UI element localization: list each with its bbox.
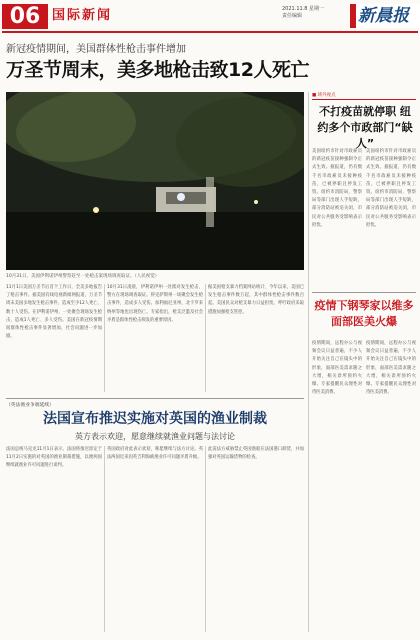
column-divider: [104, 284, 105, 392]
news-photo: [6, 92, 304, 270]
middle-subhead: 英方表示欢迎，愿意继续就渔业问题与法讨论: [75, 432, 235, 441]
middle-headline: 法国宣布推迟实施对英国的渔业制裁: [43, 411, 267, 427]
right-story2-body-b: 疫情期间，远程办公与视频会议日益普遍，不少人开始关注自己在镜头中的形象，面部医美需求随之大增，相关诊所预约火爆。专家提醒民众理性对待医美消费。: [366, 341, 416, 396]
column-divider: [104, 446, 105, 632]
lead-headline: 万圣节周末，美多地枪击致12人死亡: [6, 59, 309, 81]
page-number: 06: [2, 4, 48, 29]
newspaper-logo: 新晨报: [358, 6, 409, 26]
header-rule: [2, 31, 418, 33]
column-divider: [205, 284, 206, 392]
column-divider: [205, 446, 206, 632]
right-kicker: ■ 域外视点: [312, 92, 416, 100]
lead-body-col2: 10月31日凌晨，伊利诺伊州一处派对发生枪击，警方在现场调查取证。得克萨斯州一场聚会发生枪击事件，造成多人受伤。加利福尼亚州、北卡罗来纳州等地也出现伤亡。专家指出，枪支泛滥及社会矛盾是群体性枪击频发的重要原因。: [107, 285, 203, 323]
section-title: 国际新闻: [52, 8, 113, 23]
right2-headline: 疫情下钢琴家以维多面部医美火爆: [314, 299, 414, 328]
photo-caption: 10月31日，美国伊利诺伊州警察赶至一处枪击案现场调查取证。（人民视觉）: [6, 274, 160, 279]
right-story1-body-a: 美国纽约市针对市政雇员的新冠疫苗接种强制令正式生效。据报道，仍有数千名市政雇员未接种疫苗，已被停职且停发工资。纽约市消防局、警察局等部门出现人手短缺，部分消防站被迫关闭，市民对公共服务受影响表示担忧。: [312, 149, 362, 228]
issue-date: 2021.11.8 星期一: [282, 6, 325, 12]
middle-kicker: （英法渔业争端延续）: [6, 398, 304, 408]
right-story1-body-b: 美国纽约市针对市政雇员的新冠疫苗接种强制令正式生效。据报道，仍有数千名市政雇员未接种疫苗，已被停职且停发工资。纽约市消防局、警察局等部门出现人手短缺，部分消防站被迫关闭，市民对公共服务受影响表示担忧。: [366, 149, 416, 228]
story-separator: [312, 292, 416, 293]
lead-body-col3: 据美国枪支暴力档案网站统计，今年以来，美国已发生枪击事件数万起，其中群体性枪击事件数百起。美国民众对枪支暴力日益担忧，呼吁政府采取措施加强枪支管控。: [208, 285, 304, 315]
right-column-divider: [308, 92, 309, 632]
lead-body-col1: 11月1日美国万圣节后首个工作日，全美多地报告了枪击事件。据美国有线电视新闻网报道，万圣节周末美国多地发生枪击事件，造成至少12人死亡、数十人受伤。在伊利诺伊州，一处聚会现场发生枪击，造成1人死亡、多人受伤。美国在新冠疫情期间群体性枪击事件显著增加，社会问题进一步加剧。: [6, 285, 102, 340]
right-story2-body-a: 疫情期间，远程办公与视频会议日益普遍，不少人开始关注自己在镜头中的形象，面部医美需求随之大增，相关诊所预约火爆。专家提醒民众理性对待医美消费。: [312, 341, 362, 396]
middle-body-col1: 法国总统马克龙11月1日表示，法国将推迟原定于11月2日实施的对英国的渔业制裁措施，以便两国继续就渔业许可问题进行谈判。: [6, 447, 102, 469]
middle-body-col2: 英国政府对此表示欢迎，称愿继续与法方讨论。英法两国近来因英吉利海峡渔业许可问题矛盾升级。: [107, 447, 203, 461]
lead-kicker: 新冠疫情期间，美国群体性枪击事件增加: [6, 44, 186, 55]
middle-body-col3: 此前法方威胁禁止英国渔船在法国港口卸货，并加强对英国运输货物的检查。: [208, 447, 304, 461]
night-scene-illustration: [6, 92, 304, 270]
editor-line: 责任编辑: [282, 13, 303, 19]
right-headline: 不打疫苗就停职 纽约多个市政部门“缺人”: [317, 105, 413, 150]
